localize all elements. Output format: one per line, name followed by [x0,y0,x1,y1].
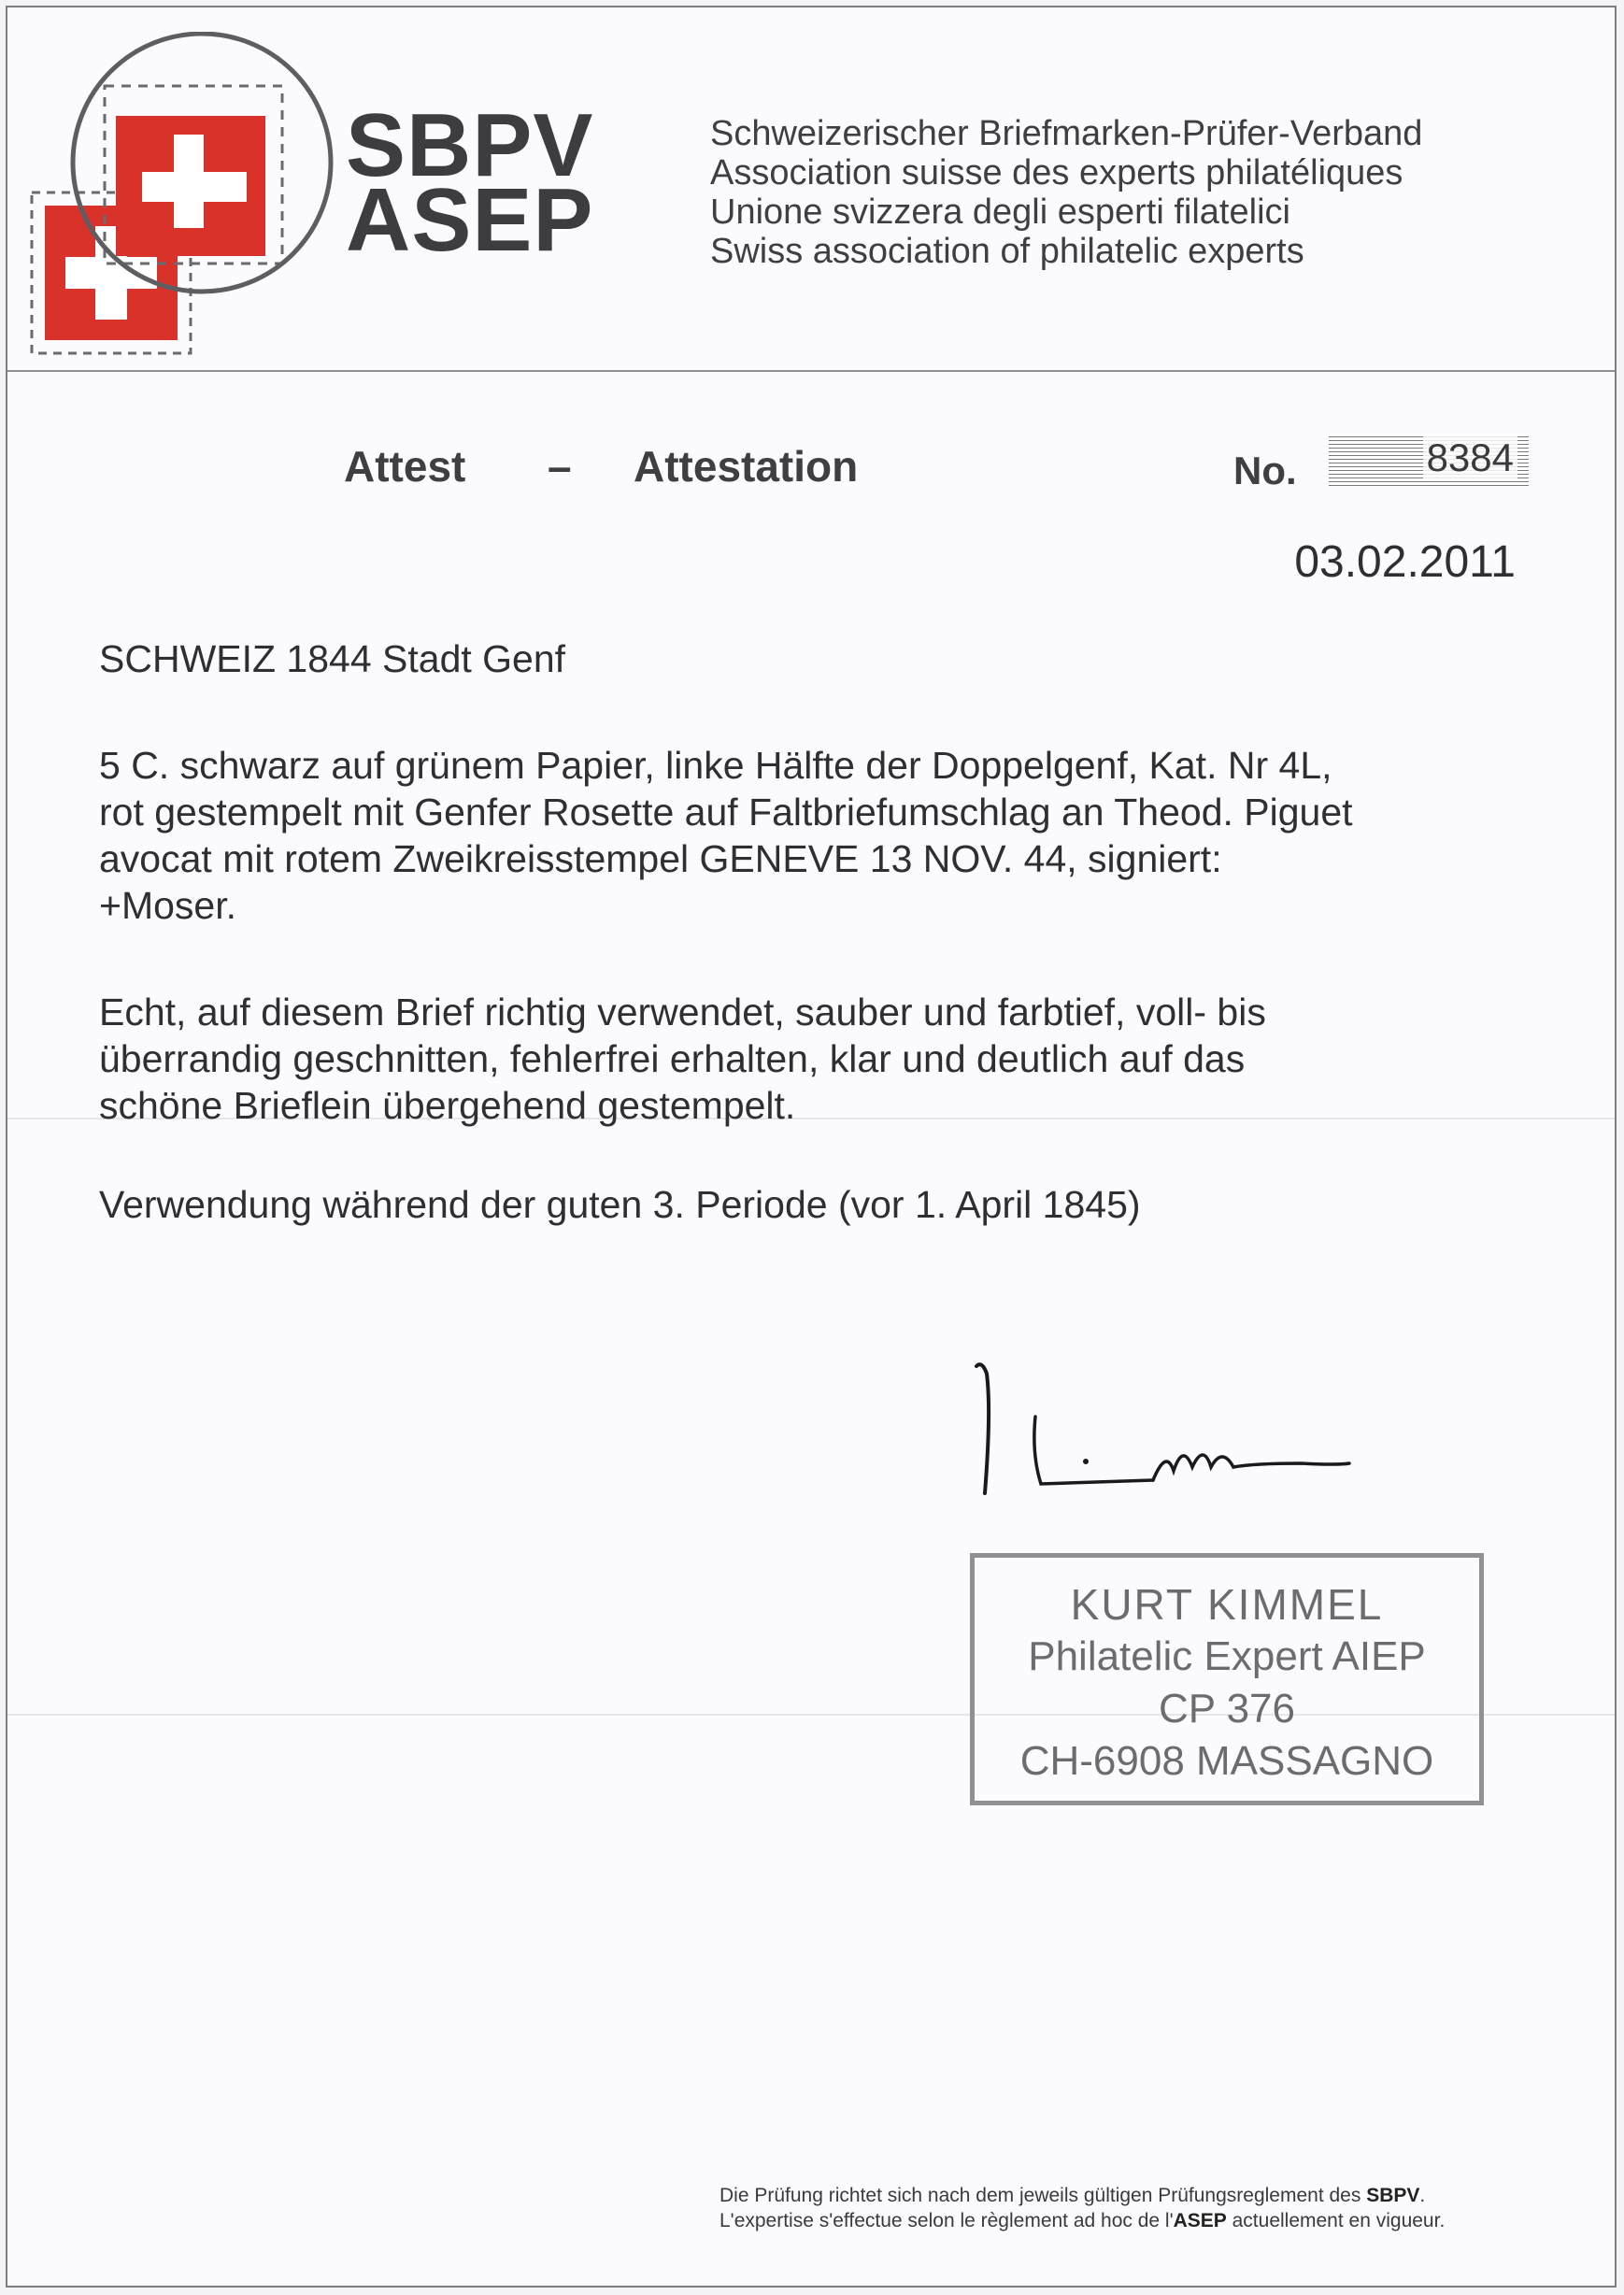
association-name-de: Schweizerischer Briefmarken-Prüfer-Verband [710,114,1423,153]
expert-postbox: CP 376 [1159,1686,1295,1732]
assessment-line: überrandig geschnitten, fehlerfrei erhalten, klar und deutlich auf das [99,1037,1246,1080]
subject-text: SCHWEIZ 1844 Stadt Genf [99,637,566,680]
title-dash: – [548,442,572,491]
footer-line-de: Die Prüfung richtet sich nach dem jeweils gültigen Prüfungsreglement des SBPV. [719,2185,1426,2206]
brand-name [346,95,594,270]
certificate-number-label: No. [1233,449,1297,492]
title-attest: Attest [344,442,466,491]
description-line: 5 C. schwarz auf grünem Papier, linke Hälfte der Doppelgenf, Kat. Nr 4L, [99,744,1332,787]
certificate-number: 8384 [1423,435,1517,480]
association-name-en: Swiss association of philatelic experts [710,232,1304,271]
description-line: rot gestempelt mit Genfer Rosette auf Faltbriefumschlag an Theod. Piguet [99,791,1353,834]
subject-line [99,635,1538,682]
header-divider [7,370,1615,372]
association-names [710,114,1422,271]
expert-city: CH-6908 MASSAGNO [1019,1738,1434,1784]
brand-line-asep: ASEP [346,170,594,270]
handwritten-signature [970,1349,1418,1523]
description-paragraph [99,742,1538,929]
expert-stamp [970,1553,1484,1805]
brand-line-sbpv: SBPV [346,95,594,195]
usage-paragraph [99,1181,1538,1228]
footer-line-fr: L'expertise s'effectue selon le règlement ad hoc de l'ASEP actuellement en vigueur. [719,2210,1446,2231]
association-name-fr: Association suisse des experts philatéliques [710,153,1403,192]
description-line: +Moser. [99,884,236,927]
title-attestation: Attestation [634,442,859,491]
expert-name: KURT KIMMEL [1070,1580,1384,1629]
expert-title: Philatelic Expert AIEP [1028,1633,1426,1679]
association-name-it: Unione svizzera degli esperti filatelici [710,192,1290,232]
certificate-number-box [1329,434,1529,486]
assessment-line: Echt, auf diesem Brief richtig verwendet, sauber und farbtief, voll- bis [99,991,1266,1033]
assessment-line: schöne Brieflein übergehend gestempelt. [99,1084,796,1127]
assessment-paragraph [99,989,1538,1129]
description-line: avocat mit rotem Zweikreisstempel GENEVE 13 NOV. 44, signiert: [99,837,1222,880]
footer-note [719,2183,1445,2233]
usage-text: Verwendung während der guten 3. Periode (vor 1. April 1845) [99,1183,1141,1226]
sbpv-logo-icon [24,32,342,359]
certificate-sheet [6,6,1617,2288]
certificate-date: 03.02.2011 [1294,537,1516,587]
